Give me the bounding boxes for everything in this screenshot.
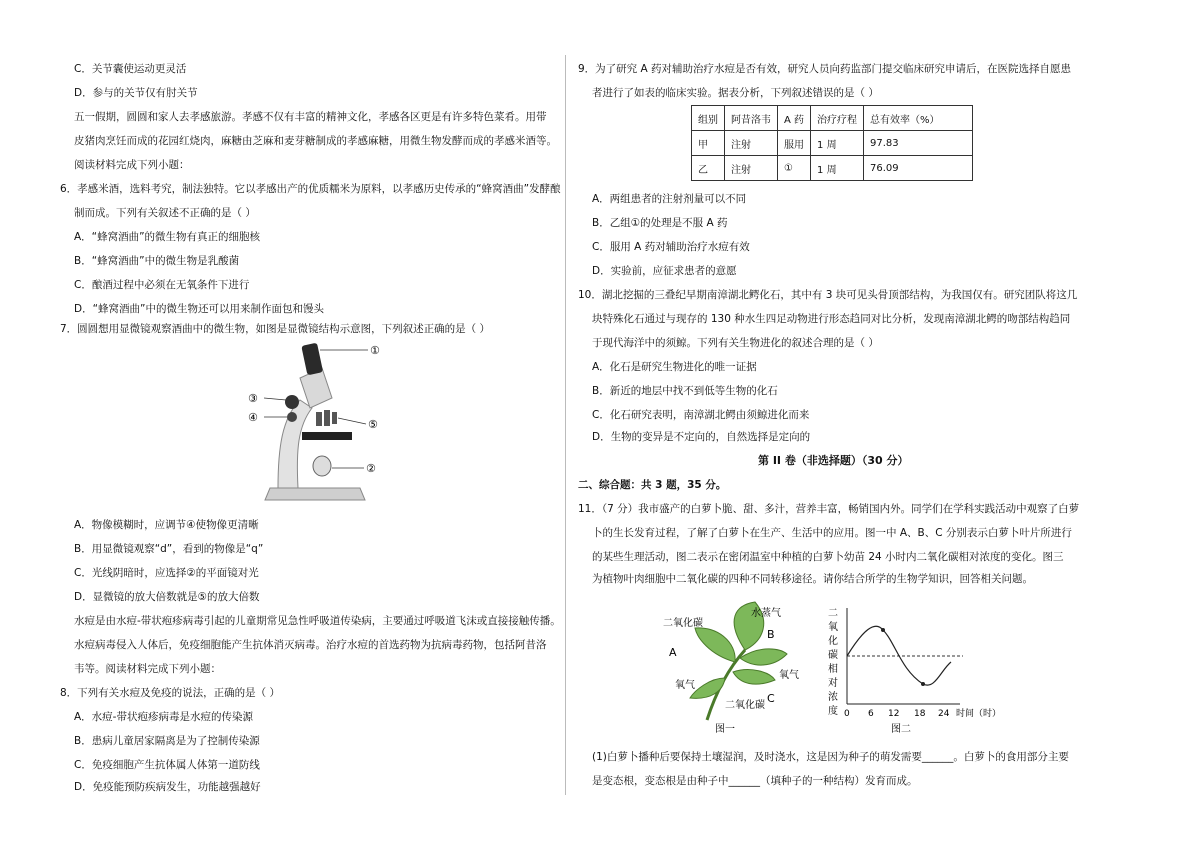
leader-line-5 [338, 418, 366, 424]
objective-lens-3 [332, 412, 337, 424]
q11-stem-2: 卜的生长发育过程，了解了白萝卜在生产、生活中的应用。图一中 A、B、C 分别表示白萝卜叶片所进行 [592, 527, 1072, 539]
fig1-water-vapor: 水蒸气 [751, 608, 781, 619]
q11-sub1-line-1: (1)白萝卜播种后要保持土壤湿润，及时浇水，这是因为种子的萌发需要______。白萝卜的食用部分主要 [592, 751, 1069, 763]
q11-stem-4: 为植物叶肉细胞中二氧化碳的四种不同转移途径。请你结合所学的生物学知识，回答相关问题。 [592, 573, 1033, 585]
clinical-trial-table [691, 105, 973, 181]
table-cell: 注射 [725, 131, 778, 156]
q6-stem-1: 6．孝感米酒，选料考究，制法独特。它以孝感出产的优质糯米为原料，以孝感历史传承的“蜂窝酒曲”发酵酿 [60, 183, 561, 195]
fig2-point-peak [881, 628, 885, 632]
q8-option-d: D．免疫能预防疾病发生，功能越强越好 [74, 781, 261, 793]
q7-option-d: D．显微镜的放大倍数就是⑤的放大倍数 [74, 591, 260, 603]
leaf-lower-right [733, 670, 775, 685]
table-cell: 1 周 [811, 131, 864, 156]
fig1-caption: 图一 [715, 724, 735, 735]
q10-option-d: D．生物的变异是不定向的，自然选择是定向的 [592, 431, 811, 443]
label-4: ④ [248, 411, 258, 424]
q6-option-d: D．“蜂窝酒曲”中的微生物还可以用来制作面包和馒头 [74, 303, 324, 315]
microscope-stage [302, 432, 352, 440]
q9-option-c: C．服用 A 药对辅助治疗水痘有效 [592, 241, 750, 253]
table-cell: 1 周 [811, 156, 864, 181]
q7-stem: 7．圆圆想用显微镜观察酒曲中的微生物，如图是显微镜结构示意图，下列叙述正确的是（ ） [60, 323, 491, 335]
table-row [692, 131, 973, 156]
label-1: ① [370, 344, 380, 357]
fig2-ylabel-char: 氧 [828, 622, 838, 633]
leader-line-3 [264, 398, 286, 400]
q10-option-b: B．新近的地层中找不到低等生物的化石 [592, 385, 778, 397]
table-header-cell: A 药 [778, 106, 811, 131]
section-2-heading: 二、综合题：共 3 题，35 分。 [578, 479, 727, 491]
eyepiece [301, 343, 323, 376]
coarse-adjustment-knob [285, 395, 299, 409]
figure-1-leaf-diagram [655, 600, 815, 740]
passage-1-line-3: 阅读材料完成下列小题： [74, 159, 190, 171]
microscope-figure [240, 338, 390, 506]
fig2-ylabel-char: 二 [828, 608, 838, 619]
passage-2-line-2: 水痘病毒侵入人体后，免疫细胞能产生抗体消灭病毒。治疗水痘的首选药物为抗病毒药物，包括阿昔洛 [74, 639, 547, 651]
label-3: ③ [248, 392, 258, 405]
q7-option-a: A．物像模糊时，应调节④使物像更清晰 [74, 519, 259, 531]
fig2-point-trough [921, 682, 925, 686]
fig1-oxygen-right: 氧气 [779, 670, 799, 681]
fine-adjustment-knob [287, 412, 297, 422]
q5-option-c: C．关节囊使运动更灵活 [74, 63, 187, 75]
q10-option-a: A．化石是研究生物进化的唯一证据 [592, 361, 757, 373]
q9-option-a: A．两组患者的注射剂量可以不同 [592, 193, 747, 205]
table-header-row [692, 106, 973, 131]
q11-stem-3: 的某些生理活动，图二表示在密闭温室中种植的白萝卜幼苗 24 小时内二氧化碳相对浓度的变化。图三 [592, 551, 1064, 563]
fig1-co2-top: 二氧化碳 [663, 618, 703, 629]
q9-option-d: D．实验前，应征求患者的意愿 [592, 265, 737, 277]
fig1-co2-bottom: 二氧化碳 [725, 700, 765, 711]
q7-option-b: B．用显微镜观察“d”，看到的物像是“q” [74, 543, 264, 555]
leaf-right [740, 649, 787, 665]
q8-option-c: C．免疫细胞产生抗体属人体第一道防线 [74, 759, 260, 771]
table-cell: 97.83 [864, 131, 973, 156]
fig2-xtick: 6 [868, 709, 874, 719]
q6-option-b: B．“蜂窝酒曲”中的微生物是乳酸菌 [74, 255, 240, 267]
q10-stem-2: 块特殊化石通过与现存的 130 种水生四足动物进行形态趋同对比分析，发现南漳湖北鳄的吻部结构趋同 [592, 313, 1071, 325]
fig2-caption: 图二 [891, 724, 911, 735]
microscope-tube [300, 368, 332, 408]
q11-stem-1: 11．（7 分）我市盛产的白萝卜脆、甜、多汁，营养丰富，畅销国内外。同学们在学科实践活动中观察了白萝 [578, 503, 1080, 515]
objective-lens-2 [324, 410, 330, 426]
q8-stem: 8．下列有关水痘及免疫的说法，正确的是（ ） [60, 687, 281, 699]
fig2-ylabel-char: 度 [828, 706, 838, 717]
fig2-ylabel [828, 608, 838, 717]
leaf-left [695, 628, 735, 662]
q9-stem-1: 9．为了研究 A 药对辅助治疗水痘是否有效，研究人员向药监部门提交临床研究申请后，在医院选择自愿患 [578, 63, 1072, 75]
table-header-cell: 阿昔洛韦 [725, 106, 778, 131]
fig1-label-a: A [669, 646, 677, 659]
table-header-cell: 组别 [692, 106, 725, 131]
fig2-ylabel-char: 化 [828, 636, 838, 647]
passage-1-line-1: 五一假期，圆圆和家人去孝感旅游。孝感不仅有丰富的精神文化，孝感各区更是有许多特色菜肴。用带 [74, 111, 547, 123]
q8-option-b: B．患病儿童居家隔离是为了控制传染源 [74, 735, 260, 747]
table-cell: 注射 [725, 156, 778, 181]
fig2-xtick: 18 [914, 709, 926, 719]
part-2-heading: 第 II 卷（非选择题）（30 分） [758, 454, 909, 467]
fig2-xlabel: 时间（时） [956, 709, 1002, 719]
q9-stem-2: 者进行了如表的临床实验。据表分析，下列叙述错误的是（ ） [592, 87, 879, 99]
fig2-ylabel-char: 对 [828, 678, 838, 689]
q5-option-d: D．参与的关节仅有肘关节 [74, 87, 198, 99]
figure-2-co2-chart [825, 600, 1020, 740]
label-2: ② [366, 462, 376, 475]
fig2-ylabel-char: 相 [828, 664, 838, 675]
passage-1-line-2: 皮猪肉烹饪而成的花园红烧肉，麻糖由芝麻和麦芽糖制成的孝感麻糖，用微生物发酵而成的孝感米酒等。 [74, 135, 557, 147]
q6-option-c: C．酿酒过程中必须在无氧条件下进行 [74, 279, 250, 291]
q6-option-a: A．“蜂窝酒曲”的微生物有真正的细胞核 [74, 231, 261, 243]
q6-stem-2: 制而成。下列有关叙述不正确的是（ ） [74, 207, 256, 219]
q9-option-b: B．乙组①的处理是不服 A 药 [592, 217, 728, 229]
q7-option-c: C．光线阴暗时，应选择②的平面镜对光 [74, 567, 259, 579]
table-header-cell: 总有效率（%） [864, 106, 973, 131]
fig1-label-b: B [767, 628, 775, 641]
table-cell: ① [778, 156, 811, 181]
table-cell: 甲 [692, 131, 725, 156]
table-row [692, 156, 973, 181]
leaf-lower-left [690, 678, 725, 698]
fig1-oxygen-left: 氧气 [675, 680, 695, 691]
fig2-xtick: 12 [888, 709, 900, 719]
objective-lens-1 [316, 412, 322, 426]
table-header-cell: 治疗疗程 [811, 106, 864, 131]
fig2-xtick: 0 [844, 709, 850, 719]
passage-2-line-3: 韦等。阅读材料完成下列小题： [74, 663, 221, 675]
column-divider [565, 55, 566, 795]
table-cell: 服用 [778, 131, 811, 156]
fig2-ylabel-char: 碳 [828, 650, 838, 661]
table-cell: 乙 [692, 156, 725, 181]
label-5: ⑤ [368, 418, 378, 431]
table-cell: 76.09 [864, 156, 973, 181]
fig1-label-c: C [767, 692, 775, 705]
passage-2-line-1: 水痘是由水痘-带状疱疹病毒引起的儿童期常见急性呼吸道传染病，主要通过呼吸道飞沫或直接接触传播。 [74, 615, 561, 627]
q10-stem-1: 10．湖北挖掘的三叠纪早期南漳湖北鳄化石，其中有 3 块可见头骨顶部结构，为我国仅有。研究团队将这几 [578, 289, 1078, 301]
q11-sub1-line-2: 是变态根，变态根是由种子中______（填种子的一种结构）发育而成。 [592, 775, 918, 787]
microscope-base [265, 488, 365, 500]
q10-stem-3: 于现代海洋中的须鲸。下列有关生物进化的叙述合理的是（ ） [592, 337, 879, 349]
fig2-ylabel-char: 浓 [828, 692, 838, 703]
fig2-xtick: 24 [938, 709, 950, 719]
mirror [313, 456, 331, 476]
q8-option-a: A．水痘-带状疱疹病毒是水痘的传染源 [74, 711, 253, 723]
q10-option-c: C．化石研究表明，南漳湖北鳄由须鲸进化而来 [592, 409, 810, 421]
